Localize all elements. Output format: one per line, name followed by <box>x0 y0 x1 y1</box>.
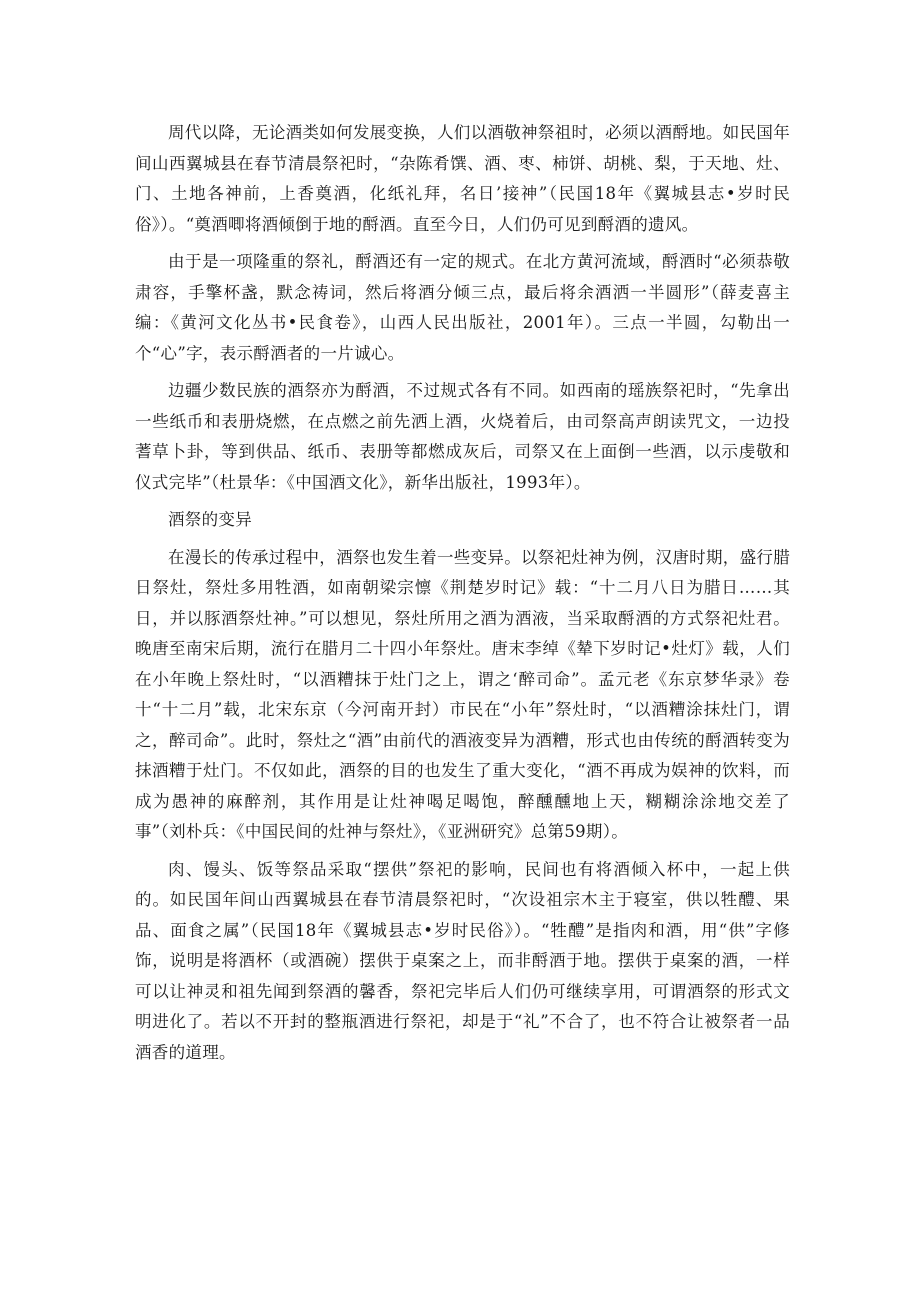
paragraph-minority-libation: 边疆少数民族的酒祭亦为酹酒，不过规式各有不同。如西南的瑶族祭祀时，“先拿出一些纸币和表册烧燃，在点燃之前先洒上酒，火烧着后，由司祭高声朗读咒文，一边投蓍草卜卦，等到供品、纸币、表册等都燃成灰后，司祭又在上面倒一些酒，以示虔敬和仪式完毕”（杜景华：《中国酒文化》，新华出版社，1993年）。 <box>135 381 790 492</box>
paragraph-libation-tradition: 周代以降，无论酒类如何发展变换，人们以酒敬神祭祖时，必须以酒酹地。如民国年间山西翼城县在春节清晨祭祀时，“杂陈肴馔、酒、枣、柿饼、胡桃、梨，于天地、灶、门、土地各神前，上香奠酒，化纸礼拜，名日’接神”（民国18年《翼城县志•岁时民俗》）。“奠酒唧将酒倾倒于地的酹酒。直至今日，人们仍可见到酹酒的遗风。 <box>135 123 790 234</box>
paragraph-libation-rules: 由于是一项隆重的祭礼，酹酒还有一定的规式。在北方黄河流域，酹酒时“必须恭敬肃容，手擎杯盏，默念祷词，然后将酒分倾三点，最后将余酒洒一半圆形”（薛麦喜主编：《黄河文化丛书•民食卷》，山西人民出版社，2001年）。三点一半圆，勾勒出一个“心”字，表示酹酒者的一片诚心。 <box>135 252 790 363</box>
document-page <box>135 118 790 1075</box>
section-heading: 酒祭的变异 <box>168 510 252 529</box>
paragraph-offering-display: 肉、馒头、饭等祭品采取“摆供”祭祀的影响，民间也有将酒倾入杯中，一起上供的。如民国年间山西翼城县在春节清晨祭祀时，“次设祖宗木主于寝室，供以牲醴、果品、面食之属”（民国18年《翼城县志•岁时民俗》）。“牲醴”是指肉和酒，用“供”字修饰，说明是将酒杯（或酒碗）摆供于桌案之上，而非酹酒于地。摆供于桌案的酒，一样可以让神灵和祖先闻到祭酒的馨香，祭祀完毕后人们仍可继续享用，可谓酒祭的形式文明进化了。若以不开封的整瓶酒进行祭祀，却是于“礼”不合了，也不符合让被祭者一品酒香的道理。 <box>135 859 790 1062</box>
paragraph-kitchen-god: 在漫长的传承过程中，酒祭也发生着一些变异。以祭祀灶神为例，汉唐时期，盛行腊日祭灶，祭灶多用牲酒，如南朝梁宗懔《荆楚岁时记》载：“十二月八日为腊日……其日，并以豚酒祭灶神。”可以想见，祭灶所用之酒为酒液，当采取酹酒的方式祭祀灶君。晚唐至南宋后期，流行在腊月二十四小年祭灶。唐末李绰《辇下岁时记•灶灯》载，人们在小年晚上祭灶时，“以酒糟抹于灶门之上，谓之‘醉司命”。孟元老《东京梦华录》卷十“十二月”载，北宋东京（今河南开封）市民在“小年”祭灶时，“以酒糟涂抹灶门，谓之，醉司命”。此时，祭灶之“酒”由前代的酒液变异为酒糟，形式也由传统的酹酒转变为抹酒糟于灶门。不仅如此，酒祭的目的也发生了重大变化，“酒不再成为娱神的饮料，而成为愚神的麻醉剂，其作用是让灶神喝足喝饱，醉醺醺地上天，糊糊涂涂地交差了事”（刘朴兵：《中国民间的灶神与祭灶》，《亚洲研究》总第59期）。 <box>135 547 790 841</box>
